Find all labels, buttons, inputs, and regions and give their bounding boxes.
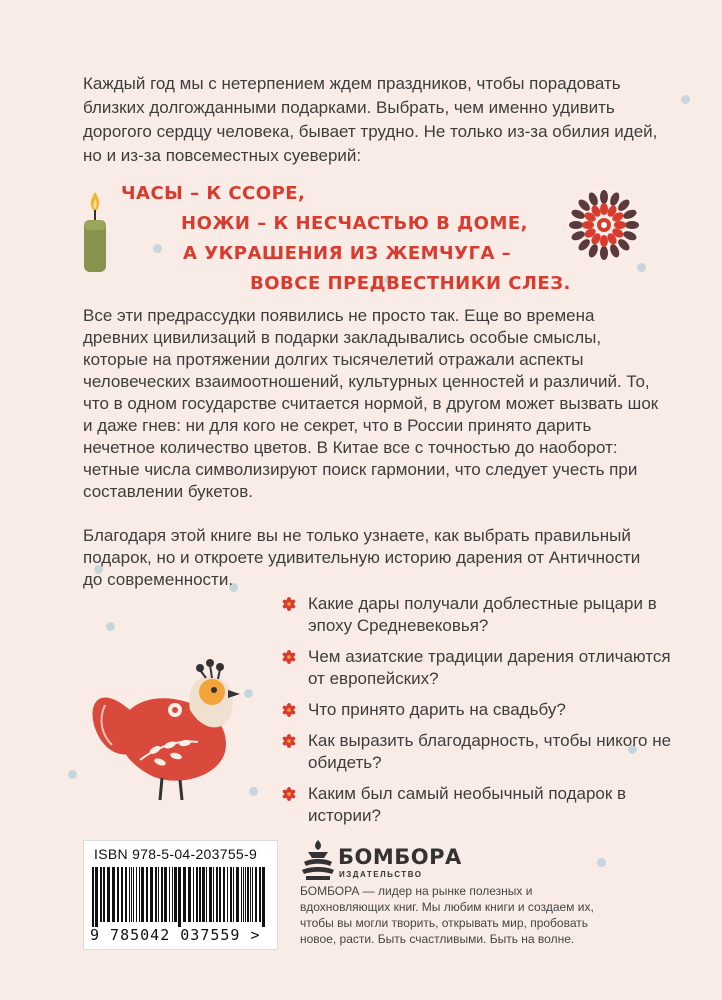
decor-dot [153,244,162,253]
decor-dot [106,622,115,631]
list-item [282,646,682,690]
middle-paragraph: Все эти предрассудки появились не просто так. Еще во времена древних цивилизаций в подарки закладывались особые смыслы, которые на протяжении долгих тысячелетий отражали аспекты человеческих взаимоотношений, культурных ценностей и различий. То, что в одном государстве считается нормой, в другом может вызвать шок и даже гнев: ни для кого не секрет, что в России принято дарить нечетное количество цветов. В Китае все с точностью до наоборот: четные числа символизируют поиск гармонии, что следует учесть при составлении букетов. [83,306,659,501]
isbn-barcode [83,840,278,950]
outro-paragraph: Благодаря этой книге вы не только узнаете, как выбрать правильный подарок, но и откроете удивительную историю дарения от Античности до современности. [83,526,641,589]
flower-bullet-icon [282,734,296,748]
question-text: Каким был самый необычный подарок в истории? [308,784,627,825]
isbn-number: ISBN 978-5-04-203755-9 [94,846,258,862]
publisher-description: БОМБОРА — лидер на рынке полезных и вдохновляющих книг. Мы любим книги и создаем их, чтобы вы могли творить, открывать мир, пробовать новое, расти. Быть счастливыми. Быть на волне. [300,884,594,946]
decor-dot [597,858,606,867]
question-text: Какие дары получали доблестные рыцари в эпоху Средневековья? [308,594,657,635]
list-item [282,593,682,637]
decor-dot [681,95,690,104]
publisher-logo-icon [300,838,336,882]
question-text: Чем азиатские традиции дарения отличаются от европейских? [308,647,671,688]
publisher-name: БОМБОРА [338,845,462,869]
list-item [282,699,682,721]
barcode-bars [92,867,268,927]
question-text: Как выразить благодарность, чтобы никого не обидеть? [308,731,672,772]
flower-bullet-icon [282,650,296,664]
quote-line: НОЖИ – К НЕСЧАСТЬЮ В ДОМЕ, [181,213,528,234]
flower-bullet-icon [282,787,296,801]
list-item [282,783,682,827]
decor-dot [637,263,646,272]
intro-paragraph: Каждый год мы с нетерпением ждем праздников, чтобы порадовать близких долгожданными подарками. Выбрать, чем именно удивить дорогого сердцу человека, бывает трудно. Не только из-за обилия идей, но и из-за повсеместных суеверий: [83,74,658,165]
question-list [282,593,682,836]
barcode-digits: 9 785042 037559 > [90,926,261,944]
question-text: Что принято дарить на свадьбу? [308,700,566,719]
flower-bullet-icon [282,597,296,611]
decor-dot [68,770,77,779]
quote-line: А УКРАШЕНИЯ ИЗ ЖЕМЧУГА – [183,243,512,264]
publisher-subtitle: ИЗДАТЕЛЬСТВО [339,870,423,879]
mandala-icon [566,187,642,263]
quote-line: ВОВСЕ ПРЕДВЕСТНИКИ СЛЕЗ. [250,273,571,294]
candle-icon [80,190,110,275]
flower-bullet-icon [282,703,296,717]
quote-line: ЧАСЫ – К ССОРЕ, [121,183,306,204]
list-item [282,730,682,774]
bird-icon [80,650,260,805]
